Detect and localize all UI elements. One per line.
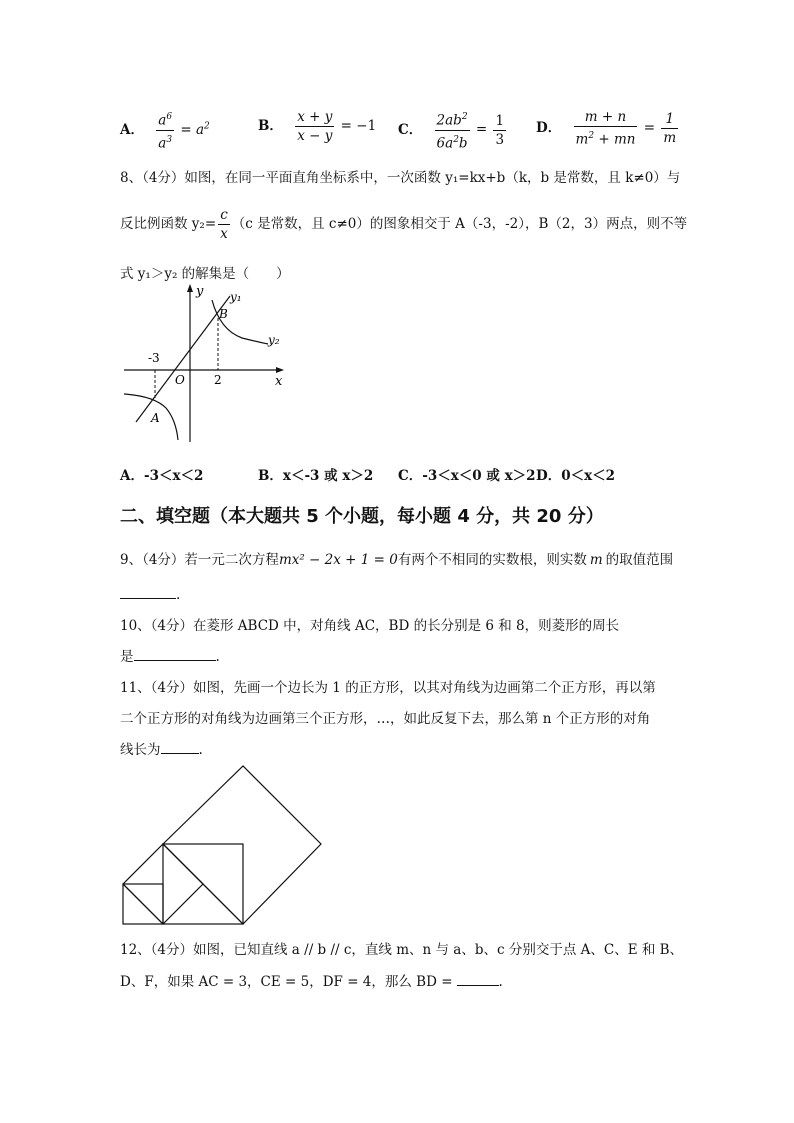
- x-axis-arrow-icon: [276, 367, 284, 373]
- graph-label-origin: O: [175, 373, 185, 387]
- q10-line2-text: 是: [120, 649, 134, 665]
- q8-option-c: C．-3＜x＜0 或 x＞2: [398, 468, 536, 484]
- q9-var: m: [589, 552, 603, 568]
- q9-answer-blank: .: [120, 585, 180, 603]
- q11-answer-blank: [161, 740, 199, 754]
- q8-line2-pre: 反比例函数 y₂=: [120, 216, 217, 232]
- q8-line2: [120, 206, 687, 243]
- q7-option-d: D． $\frac{m + n}{m^2 + mn}$ = $\frac{1}{m}$: [536, 109, 677, 148]
- q8-line3: 式 y₁＞y₂ 的解集是（ ）: [120, 266, 290, 282]
- graph-label-neg3: -3: [148, 351, 160, 365]
- q9-mid: 有两个不相同的实数根，则实数: [397, 552, 587, 568]
- q7-option-c: C． $\frac{2ab^2}{6a^2b}$ = $\frac{1}{3}$: [398, 108, 508, 152]
- graph-label-x: x: [275, 374, 283, 389]
- graph-label-y: y: [196, 284, 204, 299]
- q10-line2: 是 .: [120, 649, 220, 665]
- q8-option-b: B．x＜-3 或 x＞2: [258, 468, 374, 484]
- q12-line2: D、F，如果 AC = 3，CE = 5，DF = 4，那么 BD = .: [120, 974, 503, 990]
- section-heading: 二、填空题（本大题共 5 个小题，每小题 4 分，共 20 分）: [120, 506, 604, 527]
- q8-function-graph: [118, 282, 298, 448]
- q12-answer-blank: [457, 972, 499, 986]
- graph-label-a: A: [151, 411, 160, 425]
- q11-line1: 11、（4分）如图，先画一个边长为 1 的正方形，以其对角线为边画第二个正方形，再以第: [120, 680, 656, 696]
- graph-label-y1: y₁: [230, 290, 242, 304]
- q8-option-d: D．0＜x＜2: [536, 468, 616, 484]
- q9-post: 的取值范围: [605, 552, 674, 568]
- q11-line2: 二个正方形的对角线为边画第三个正方形，…，如此反复下去，那么第 n 个正方形的对角: [120, 711, 651, 727]
- q12-line2-text: D、F，如果 AC = 3，CE = 5，DF = 4，那么 BD =: [120, 974, 453, 990]
- graph-label-b: B: [219, 307, 228, 321]
- q11-squares-figure: [118, 764, 326, 926]
- q7-option-b: B． $\frac{x + y}{x - y}$ = −1: [258, 109, 377, 144]
- q10-answer-blank: [134, 647, 216, 661]
- q8-line1: 8、（4分）如图，在同一平面直角坐标系中，一次函数 y₁=kx+b（k，b 是常数，且 k≠0）与: [120, 170, 681, 186]
- q7-option-a: A． $\frac{a^6}{a^3}$ = $a^2$: [120, 108, 210, 152]
- y-axis-arrow-icon: [187, 284, 193, 292]
- q9-pre: 9、（4分）若一元二次方程: [120, 552, 279, 568]
- q11-line3: 线长为 .: [120, 742, 203, 758]
- graph-label-two: 2: [214, 373, 222, 387]
- q8-option-a: A．-3＜x＜2: [120, 468, 204, 484]
- q8-line2-post: （c 是常数，且 c≠0）的图象相交于 A（-3，-2），B（2，3）两点，则不等: [231, 216, 688, 232]
- square-1-diagonal: [123, 884, 163, 924]
- q11-line3-text: 线长为: [120, 742, 161, 758]
- graph-label-y2: y₂: [268, 333, 280, 347]
- q10-line1: 10、（4分）在菱形 ABCD 中，对角线 AC，BD 的长分别是 6 和 8，则菱形的周长: [120, 618, 620, 634]
- q12-line1: 12、（4分）如图，已知直线 a // b // c，直线 m、n 与 a、b、c 分别交于点 A、C、E 和 B、: [120, 942, 684, 958]
- q8-fraction: $\frac{c}{x}$: [220, 207, 228, 242]
- q9-line1: [120, 548, 673, 568]
- q9-equation: mx² − 2x + 1 = 0: [278, 552, 398, 568]
